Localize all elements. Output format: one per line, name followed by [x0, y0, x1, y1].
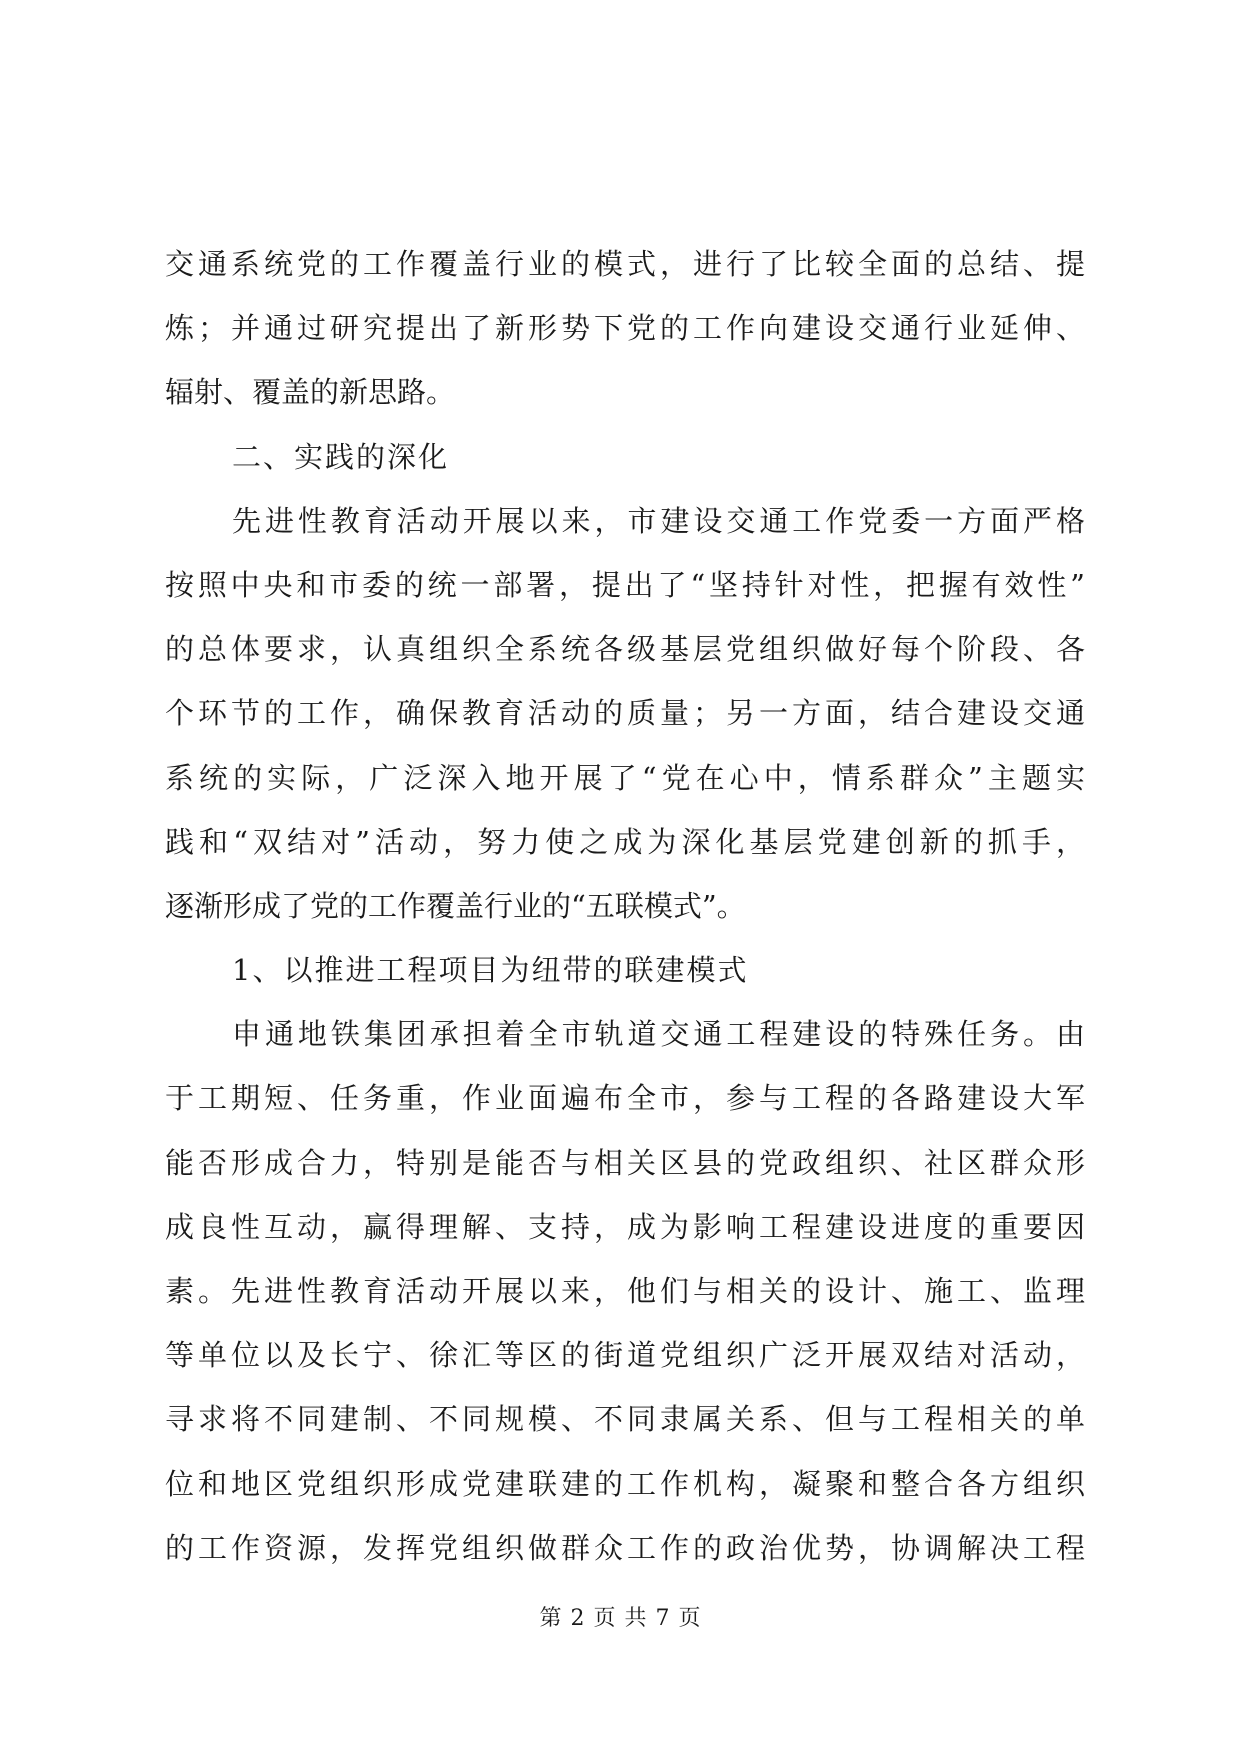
text-line: 践和“双结对”活动，努力使之成为深化基层党建创新的抓手， [165, 824, 1085, 859]
text-line: 申通地铁集团承担着全市轨道交通工程建设的特殊任务。由 [232, 1017, 1085, 1052]
text-line: 炼；并通过研究提出了新形势下党的工作向建设交通行业延伸、 [165, 311, 1085, 346]
text-line: 的工作资源，发挥党组织做群众工作的政治优势，协调解决工程 [165, 1530, 1085, 1565]
text-line: 交通系统党的工作覆盖行业的模式，进行了比较全面的总结、提 [165, 247, 1085, 281]
text-line: 按照中央和市委的统一部署，提出了“坚持针对性，把握有效性” [165, 567, 1085, 602]
text-line: 个环节的工作，确保教育活动的质量；另一方面，结合建设交通 [165, 696, 1085, 731]
document-body [165, 232, 1085, 1580]
text-line: 逐渐形成了党的工作覆盖行业的“五联模式”。 [165, 888, 746, 923]
text-line: 于工期短、任务重，作业面遍布全市，参与工程的各路建设大军 [165, 1081, 1085, 1116]
text-line: 能否形成合力，特别是能否与相关区县的党政组织、社区群众形 [165, 1145, 1085, 1180]
section-heading: 二、实践的深化 [232, 439, 450, 474]
text-line: 系统的实际，广泛深入地开展了“党在心中，情系群众”主题实 [165, 760, 1085, 795]
text-line: 素。先进性教育活动开展以来，他们与相关的设计、施工、监理 [165, 1274, 1085, 1308]
text-line: 辐射、覆盖的新思路。 [165, 375, 456, 410]
text-line: 等单位以及长宁、徐汇等区的街道党组织广泛开展双结对活动， [165, 1338, 1085, 1373]
text-line: 寻求将不同建制、不同规模、不同隶属关系、但与工程相关的单 [165, 1402, 1085, 1437]
page-footer: 第 2 页 共 7 页 [539, 1606, 702, 1631]
text-line: 成良性互动，赢得理解、支持，成为影响工程建设进度的重要因 [165, 1209, 1085, 1244]
section-heading: 1、以推进工程项目为纽带的联建模式 [232, 953, 749, 988]
text-line: 的总体要求，认真组织全系统各级基层党组织做好每个阶段、各 [165, 632, 1085, 667]
text-line: 先进性教育活动开展以来，市建设交通工作党委一方面严格 [232, 503, 1085, 538]
text-line: 位和地区党组织形成党建联建的工作机构，凝聚和整合各方组织 [165, 1466, 1085, 1501]
